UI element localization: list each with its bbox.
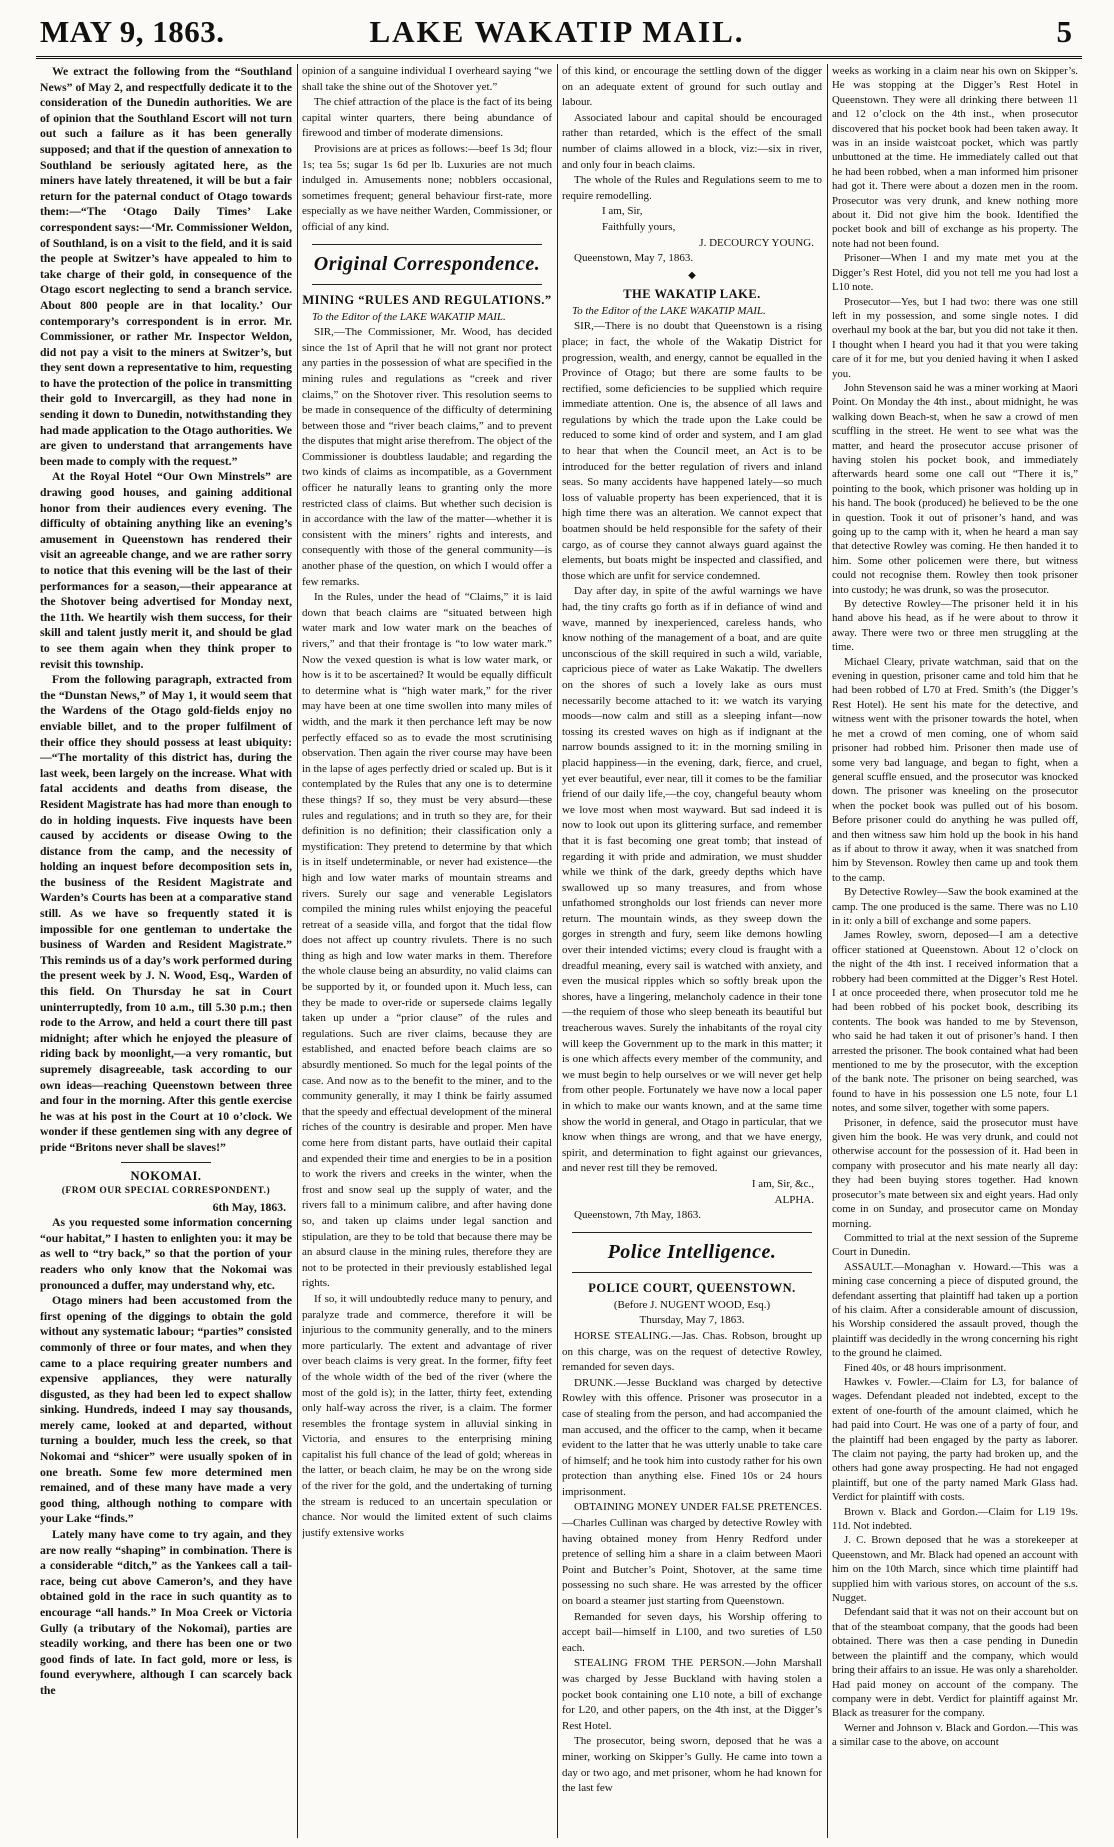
article-paragraph: Day after day, in spite of the awful warnings we have had, the tiny crafts go forth as if in defiance of wind and wave, manned by inexperienced, careless hands, who know nothing of the management of a boat, and are quite unconscious of the skill required in such a wild, variable, capricious piece of water as Lake Wakatip. The dwellers on the shores of such a lovely lake as ours must necessarily become attached to it: we watch its varying moods—now calm and still as a sleeping infant—now tossing its crested waves on high as if indignant at the narrow bounds assigned to it: in the morning smiling in placid happiness—in the evening, dark, fierce, and cruel, yet ever beautiful, ever near, till it comes to be the familiar friend of our daily life,—the coy, changeful beauty whom we love most when most wayward. But sad indeed it is now to look out upon its glittering surface, and remember that it is fast becoming one great tomb; that instead of regarding it with pride and admiration, we must shudder while we think of the dark, greedy depths which have swallowed up so many treasures, and from whose unfathomed strongholds our lost friends can never more return. The mountain winds, as they sweep down the gorges in strength and fury, seem like demons howling over their intended victims; every cloud is fraught with a dreadful meaning, every sail is watched with anxiety, and even the musical ripples which so softly break upon the shores, have a lingering, melancholy cadence in their tone—the requiem of those who sleep beneath its beautiful but treacherous waves. Surely the inhabitants of the royal city will keep the Government up to the mark in this matter; it is one which affects every member of the community, and we must begin to help ourselves or we will never get help from other people. Fortunately we have now a local paper in which to make our wants known, and at the same time show the world in general, and Otago in particular, that we know when things are wrong, and that we have energy, spirit, and determination to fight against our grievances, and never rest till they be removed. — [562, 585, 822, 1175]
section-divider — [312, 284, 542, 285]
article-paragraph: DRUNK.—Jesse Buckland was charged by detective Rowley with this offence. Prisoner was prosecutor in a case of stealing from the person, and had accompanied the man accused, and the officer to the camp, when it became evident to the latter that he was utterly unable to take care of himself; and he took him into custody rather for his own protection than anything else. Fined 10s or 24 hours imprisonment. — [562, 1376, 822, 1498]
article-paragraph: Brown v. Black and Gordon.—Claim for L19 19s. 11d. Not indebted. — [832, 1505, 1078, 1533]
letter-closing: Faithfully yours, — [602, 220, 676, 233]
section-divider — [572, 1272, 812, 1273]
nokomai-subheading: (FROM OUR SPECIAL CORRESPONDENT.) — [61, 1185, 271, 1196]
nokomai-dateline: 6th May, 1863. — [212, 1200, 286, 1214]
article-paragraph: J. C. Brown deposed that he was a storekeeper at Queenstown, and Mr. Black had opened an account with him on the 10th March, since which time plaintiff had supplied him with various stores, on account of the s.s. Nugget. — [832, 1534, 1078, 1605]
article-paragraph: Fined 40s, or 48 hours imprisonment. — [844, 1361, 1007, 1374]
article-paragraph: At the Royal Hotel “Our Own Minstrels” are drawing good houses, and gaining additional honor from their audiences every evening. The difficulty of obtaining anything like an evening’s amusement in Queenstown has rendered their visit an agreeable change, and we are rather sorry to notice that this evening will be the last of their performances for a season,—their appearance at the Shotover being advertised for Monday next, the 11th. We heartily wish them success, for their skill and talent justly merit it, and should be glad to see them again when they think proper to revisit this township. — [40, 470, 292, 671]
mining-heading: MINING “RULES AND REGULATIONS.” — [302, 292, 552, 307]
article-paragraph: John Stevenson said he was a miner working at Maori Point. On Monday the 4th inst., about midnight, he was walking down Beach-st, when he saw a crowd of men scuffling in the street. He went to see what was the matter, and heard the prosecutor accuse prisoner of having stolen his pocket book, and immediately afterwards heard some one call out “There it is,” pointing to the book, which prisoner was holding up in his hand. The book (produced) he believed to be the one in question. Took it out of prisoner’s hand, and was going up to the camp with it, when he heard a man say that detective Rowley was coming. He then handed it to him. Some other policemen were there, but witness could not recognise them. Rowley then took prisoner into custody; he was drunk, so was the prosecutor. — [832, 381, 1078, 596]
article-paragraph: STEALING FROM THE PERSON.—John Marshall was charged by Jesse Buckland with having stolen a pocket book containing one L10 note, a bill of exchange for L20, and other papers, on the 4th inst, at the Digger’s Rest Hotel. — [562, 1657, 822, 1732]
article-paragraph: If so, it will undoubtedly reduce many to penury, and paralyze trade and commerce, therefore it will be injurious to the community generally, and to the miners more particularly. The extent and advantage of river over beach claims is very great. In the former, fifty feet of the whole width of the bed of the river (where the most of the gold is); in the latter, thirty feet, extending only half-way across the river, is a claim. The former resembles the frontage system in alluvial sinking in Victoria, and ensures to the enterprising mining capitalist his full chance of the lead of gold; whereas in the latter, or beach claim, he may be on the wrong side of the river for the gold, and the undertaking of turning the stream is reduced to an uncertain speculation or chance. Nor would the limited extent of such claims justify extensive works — [302, 1292, 552, 1539]
article-paragraph: Provisions are at prices as follows:—beef 1s 3d; flour 1s; tea 5s; sugar 1s 6d per lb. Luxuries are not much indulged in. Amusements none; nobblers occasional, sometimes frequent; general behaviour first-rate, more especially as we have neither Warden, Commissioner, or official of any kind. — [302, 142, 552, 233]
column-3 — [562, 64, 822, 1838]
article-paragraph: of this kind, or encourage the settling down of the digger on an adequate extent of ground for such outlay and labour. — [562, 65, 822, 109]
section-divider — [312, 244, 542, 245]
letter-addressee: To the Editor of the LAKE WAKATIP MAIL. — [572, 304, 766, 317]
section-title-police-intelligence: Police Intelligence. — [607, 1240, 777, 1263]
police-court-date: Thursday, May 7, 1863. — [639, 1314, 745, 1327]
article-paragraph: From the following paragraph, extracted from the “Dunstan News,” of May 1, it would seem that the Wardens of the Otago gold-fields enjoy no enviable billet, and to the proper fulfilment of their office they should possess at least ubiquity:—“The mortality of this district has, during the last week, been largely on the increase. What with fatal accidents and deaths from disease, the Resident Magistrate has had more than enough to do in holding inquests. Five inquests have been caused by accidents or disease Owing to the distance from the camp, and the necessity of holding an inquest before decomposition sets in, the business of the Resident Magistrate and Warden’s Courts has been at a comparative stand still. As we have so frequently stated it is impossible for one gentleman to undertake the business of Warden and Resident Magistrate.” This reminds us of a day’s work performed during the present week by J. N. Wood, Esq., Warden of this field. On Thursday he sat in Court uninterruptedly, from 10 a.m., till 5.30 p.m.; then rode to the Arrow, and held a court there till past midnight; after which he enjoyed the pleasure of riding back by moonlight,—a very romantic, but supremely disagreeable, task according to our own ideas—reaching Queenstown between three and four in the morning. After this gentle exercise he was at his post in the Court at 10 o’clock. We wonder if these gentlemen sing with any degree of pride “Britons never shall be slaves!” — [40, 673, 292, 1154]
nokomai-heading: NOKOMAI. — [130, 1168, 202, 1183]
article-paragraph: In the Rules, under the head of “Claims,” it is laid down that beach claims are “situated between high water mark and low water mark on the beaches of rivers,” and that their frontage is “to low water mark.” Now the vexed question is what is low water mark, or how is it to be ascertained? It would be equally difficult to determine what is “high water mark,” for the river may have been at one time swollen into many miles of width, and the mark it then perchance left may be now perfectly effaced so as to evade the most scrutinising observation. Then again the river course may have been in the lapse of ages perfectly dried or scaled up. But is it contemplated by the Rules that any one is to determine these things? If so, they must be very absurd—these rules and regulations; and in truth so they are, for their definition is no definition; their classification only a mystification: They pretend to determine by that which is in itself undeterminable, or never had existence—the high and low water marks of mountain streams and rivers. Surely our sage and venerable Legislators compiled the mining rules whilst enjoying the peaceful retreat of a seaside villa, and forgot that the tidal flow does not affect up country rivulets. There is no such thing as high and low water marks in them. Therefore the whole clause being an absurdity, no valid claims can be supported by it, or founded upon it. Much less, can they be made to over-ride or supersede claims legally taken up under a “prior clause” of the rules and regulations. Such are river claims, because they are established, and enacted before beach claims are so absurdly mentioned. So much for the legal points of the case. And now as to the benefit to the miner, and to the community generally, it may I think be fairly assumed that the speedy and effectual development of the mineral riches of the country is desirable and proper. Men have come here from distant parts, have outlaid their capital and expended their time and energies to be in a position to work the rivers and creeks in the winter, when the frost and snow seal up the supply of water, and the rivers fall to a minimum calibre, and after having done so, and taken up claims under legal sanction and stipulation, are they to be told that because there may be an absurd clause in the mining rules, therefore they are not to be protected in their previously established legal rights. — [302, 591, 552, 1290]
article-paragraph: Otago miners had been accustomed from the first opening of the diggings to obtain the gold without any systematic labour; “parties” consisted commonly of three or four mates, and when they came to a place requiring greater numbers and expensive appliances, they were naturally disgusted, as they had been led to expect shallow sinking. Hundreds, indeed I may say thousands, merely came, looked at and departed, without turning a boulder, much less the creek, so that Nokomai and “shicer” were usually spoken of in one breath. Some few more determined men remained, and of these many have made a very good thing, although nothing to compare with your Lake “finds.” — [40, 1294, 292, 1526]
article-paragraph: Werner and Johnson v. Black and Gordon.—This was a similar case to the above, on account — [832, 1721, 1078, 1749]
article-paragraph: James Rowley, sworn, deposed—I am a detective officer stationed at Queenstown. About 12 o’clock on the night of the 4th inst. I received information that a robbery had been committed at the Digger’s Rest Hotel. I at once proceeded there, when prosecutor told me he had been robbed of his pocket book, describing its contents. The book was handed to me by Stevenson, who said he had taken it out of prisoner’s hand. I then arrested the prisoner. The book contained what had been mentioned to me by the prosecutor, with the exception of the bank note. The prisoner on being searched, was found to have in his possession one L5 note, four L1 notes, and some silver, together with some papers. — [832, 929, 1078, 1115]
letter-signature: ALPHA. — [774, 1193, 814, 1206]
article-paragraph: Prisoner, in defence, said the prosecutor must have given him the book. He was very drunk, and could not otherwise account for the possession of it. Had been in company with prosecutor and his mate nearly all day: they had been buying stores together. Had known prosecutor’s mate between six and eight years. Had only come in on Sunday, and prosecutor came on Monday morning. — [832, 1116, 1078, 1230]
police-court-heading: POLICE COURT, QUEENSTOWN. — [588, 1280, 796, 1295]
masthead-title: LAKE WAKATIP MAIL. — [369, 14, 745, 49]
column-4 — [832, 64, 1078, 1838]
article-paragraph: HORSE STEALING.—Jas. Chas. Robson, brought up on this charge, was on the request of detective Rowley, remanded for seven days. — [562, 1329, 822, 1374]
article-paragraph: OBTAINING MONEY UNDER FALSE PRETENCES.—Charles Cullinan was charged by detective Rowley with having obtained money from Henry Redford under pretence of selling him a share in a claim between Maori Point and Butcher’s Point, Shotover, at the same time possessing no such share. He was arrested by the officer on board a steamer just starting from Queenstown. — [562, 1501, 822, 1608]
letter-signature: J. DECOURCY YOUNG. — [699, 236, 814, 249]
article-paragraph: By Detective Rowley—Saw the book examined at the camp. The one produced is the same. There was no L10 in it: only a bill of exchange and some papers. — [832, 886, 1078, 927]
article-paragraph: Prisoner—When I and my mate met you at the Digger’s Rest Hotel, did you not tell me you had lost a L10 note. — [832, 252, 1078, 294]
article-paragraph: As you requested some information concerning “our habitat,” I hasten to enlighten you: it may be as well to “try back,” so that the portion of your readers who only know that the Nokomai was pronounced a duffer, may understand why, etc. — [40, 1216, 292, 1292]
article-paragraph: The chief attraction of the place is the fact of its being capital winter quarters, there being abundance of firewood and timber of moderate dimensions. — [302, 96, 552, 140]
article-paragraph: Lately many have come to try again, and they are now really “shaping” in combination. There is a considerable “ditch,” as the Yankees call a tail-race, being cut above Cameron’s, and they have obtained gold in the race in such quantity as to encourage “all hands.” In Moa Creek or Victoria Gully (a tributary of the Nokomai), parties are steadily working, and there has been one or two good finds of late. In fact gold, more or less, is found everywhere, although I can scarcely back the — [40, 1528, 292, 1697]
masthead-rule — [36, 56, 1082, 59]
column-1 — [40, 64, 292, 1838]
article-paragraph: Remanded for seven days, his Worship offering to accept bail—himself in L100, and two sureties of L50 each. — [562, 1610, 822, 1654]
article-paragraph: ASSAULT.—Monaghan v. Howard.—This was a mining case concerning a piece of disputed ground, the defendant asserting that plaintiff had taken up a portion of his claim. After a considerable amount of discussion, his Worship considered the assault proved, though the plaintiff was decidedly in the wrong concerning his right to the ground he claimed. — [832, 1260, 1078, 1360]
article-paragraph: SIR,—The Commissioner, Mr. Wood, has decided since the 1st of April that he will not grant nor protect any parties in the possession of what are specified in the mining rules and regulations as “creek and river claims,” on the Shotover river. This resolution seems to be made in consequence of the difficulty of determining between those and “river beach claims,” and to prevent the disputes that might arise therefrom. The object of the Commissioner is doubtless laudable; and regarding the two kinds of claims as incompatible, as a Government officer he naturally leans to granting only the more restricted class of claims. But whether such decision is in accordance with the law of the matter—whether it is consistent with the miners’ rights and interests, and consequently with those of the general community—is another phase of the question, on which I would offer a few remarks. — [302, 326, 552, 588]
article-paragraph: SIR,—There is no doubt that Queenstown is a rising place; in fact, the whole of the Wakatip District for progression, wealth, and energy, cannot be equalled in the Province of Otago; but there are some faults to be rectified, some deficiencies to be supplied which require immediate attention. One is, the absence of all laws and regulations by which the trade upon the Lake could be reduced to some kind of order and system, and I am glad to hear that when the Council meet, an Act is to be introduced for the better regulation of rivers and inland seas. So many accidents have happened lately—so much loss of valuable property has been experienced, that it is high time there was an alteration. We cannot expect that boatmen should be held responsible for the safety of their cargo, as of course they cannot always guard against the elements, but boats might be inspected and classified, and those which are unfit for service condemned. — [562, 320, 822, 582]
column-rule — [297, 64, 298, 1838]
letter-closing: I am, Sir, — [602, 205, 643, 218]
wakatip-lake-heading: THE WAKATIP LAKE. — [623, 286, 761, 301]
masthead-date: MAY 9, 1863. — [40, 14, 225, 49]
masthead — [0, 12, 1114, 56]
letter-date: Queenstown, 7th May, 1863. — [574, 1209, 701, 1222]
article-paragraph: Committed to trial at the next session of the Supreme Court in Dunedin. — [832, 1231, 1078, 1259]
page-number: 5 — [1056, 14, 1072, 49]
article-paragraph: By detective Rowley—The prisoner held it in his hand above his head, as if he were about to throw it away. There were two or three men struggling at the time. — [832, 598, 1078, 654]
diamond-divider: ◆ — [688, 269, 696, 281]
article-paragraph: Hawkes v. Fowler.—Claim for L3, for balance of wages. Defendant pleaded not indebted, except to the extent of one-fourth of the amount claimed, which he had paid into Court. He was one of a party of four, and the plaintiff had been engaged by the party as laborer. The claim not paying, the party had broken up, and the others had gone away prospecting. He had not engaged plaintiff, but one of the party named Mark Glass had. Verdict for plaintiff with costs. — [832, 1375, 1078, 1504]
article-paragraph: weeks as working in a claim near his own on Skipper’s. He was stopping at the Digger’s Rest Hotel in Queenstown. They were all drinking there between 11 and 12 o’clock on the 4th inst., when prosecutor discovered that his pocket book had been taken away. It was in an inside waistcoat pocket, which was partly unbuttoned at the time. He immediately called out that he had been robbed, when a man informed him prisoner had got it. There were about a dozen men in the room. Prosecutor was very drunk, and knew nothing more about it. Did not give him the book. Identified the pocket book and bill of exchange as his property. The note had not been found. — [832, 65, 1078, 250]
section-title-original-correspondence: Original Correspondence. — [313, 252, 541, 275]
article-paragraph: Associated labour and capital should be encouraged rather than retarded, which is the effect of the small number of claims allowed in a block, viz:—six in river, and only four in beach claims. — [562, 111, 822, 171]
letter-addressee: To the Editor of the LAKE WAKATIP MAIL. — [312, 310, 506, 323]
column-rule — [557, 64, 558, 1838]
article-divider — [121, 1162, 211, 1163]
police-court-magistrate: (Before J. NUGENT WOOD, Esq.) — [613, 1298, 771, 1311]
article-paragraph: Prosecutor—Yes, but I had two: there was one still left in my possession, and some single notes. I did overhaul my book at the bar, but you did not take it then. I thought when I heard you had it that you were taking care of it for me, but you denied having it when I asked you. — [832, 295, 1078, 380]
article-paragraph: The whole of the Rules and Regulations seem to me to require remodelling. — [562, 174, 822, 202]
letter-date: Queenstown, May 7, 1863. — [574, 252, 694, 265]
article-paragraph: The prosecutor, being sworn, deposed that he was a miner, working on Skipper’s Gully. He came into town a day or two ago, and met prisoner, whom he had known for the last few — [562, 1735, 822, 1795]
article-paragraph: Michael Cleary, private watchman, said that on the evening in question, prisoner came and told him that he had been robbed of L70 at Fred. Smith’s (the Digger’s Rest Hotel). He sent his mate for the detective, and witness went with the prisoner towards the hotel, when he met a crowd of men coming, one of whom said prisoner had robbed him. Prisoner then made use of some very bad language, and began to fight, when a general scuffle ensued, and the prosecutor was knocked down. The prisoner was kneeling on the prosecutor when the pocket book was pulled out of his bosom. Before prisoner could do anything he was pulled off, and then witness saw him hold up the book in his hand as if about to throw it away, when it was snatched from him by Stevenson. Rowley then came up and took them to the camp. — [832, 655, 1078, 884]
article-paragraph: Defendant said that it was not on their account but on that of the steamboat company, that the goods had been obtained. There was then a case pending in Dunedin between the plaintiff and the company, which would bring their affairs to an issue. He was only a shareholder. Had paid money on account of the company. The company were in debt. Verdict for plaintiff against Mr. Black as treasurer for the company. — [832, 1606, 1078, 1720]
article-paragraph: opinion of a sanguine individual I overheard saying “we shall take the shine out of the Shotover yet.” — [302, 65, 552, 93]
article-paragraph: We extract the following from the “Southland News” of May 2, and respectfully dedicate it to the consideration of the Dunedin authorities. We are of opinion that the Southland Escort will not turn out such a failure as it has been generally supposed; and that if the question of annexation to Southland be seriously agitated here, as the miners have lately threatened, it will be but a fair return for the paternal conduct of Otago towards them:—“The ‘Otago Daily Times’ Lake correspondent says:—‘Mr. Commissioner Weldon, of Southland, is on a visit to the field, and it is said the people at Switzer’s have appealed to him to take charge of their gold, in consequence of the Otago escort neglecting to send a branch service. About 800 people are in that locality.’ Our contemporary’s correspondent is in error. Mr. Commissioner, or rather Mr. Inspector Weldon, did not pay a visit to the miners at Switzer’s, but they sent down a representative to him, requesting to have the protection of the police in transmitting their gold to Invercargill, as they had none in sending it down to Dunedin, notwithstanding they had made application to the Otago authorities. We are given to understand that arrangements have been made to comply with the request.” — [40, 65, 292, 468]
letter-closing: I am, Sir, &c., — [751, 1177, 814, 1190]
section-divider — [572, 1232, 812, 1233]
column-rule — [827, 64, 828, 1838]
column-2 — [302, 64, 552, 1838]
